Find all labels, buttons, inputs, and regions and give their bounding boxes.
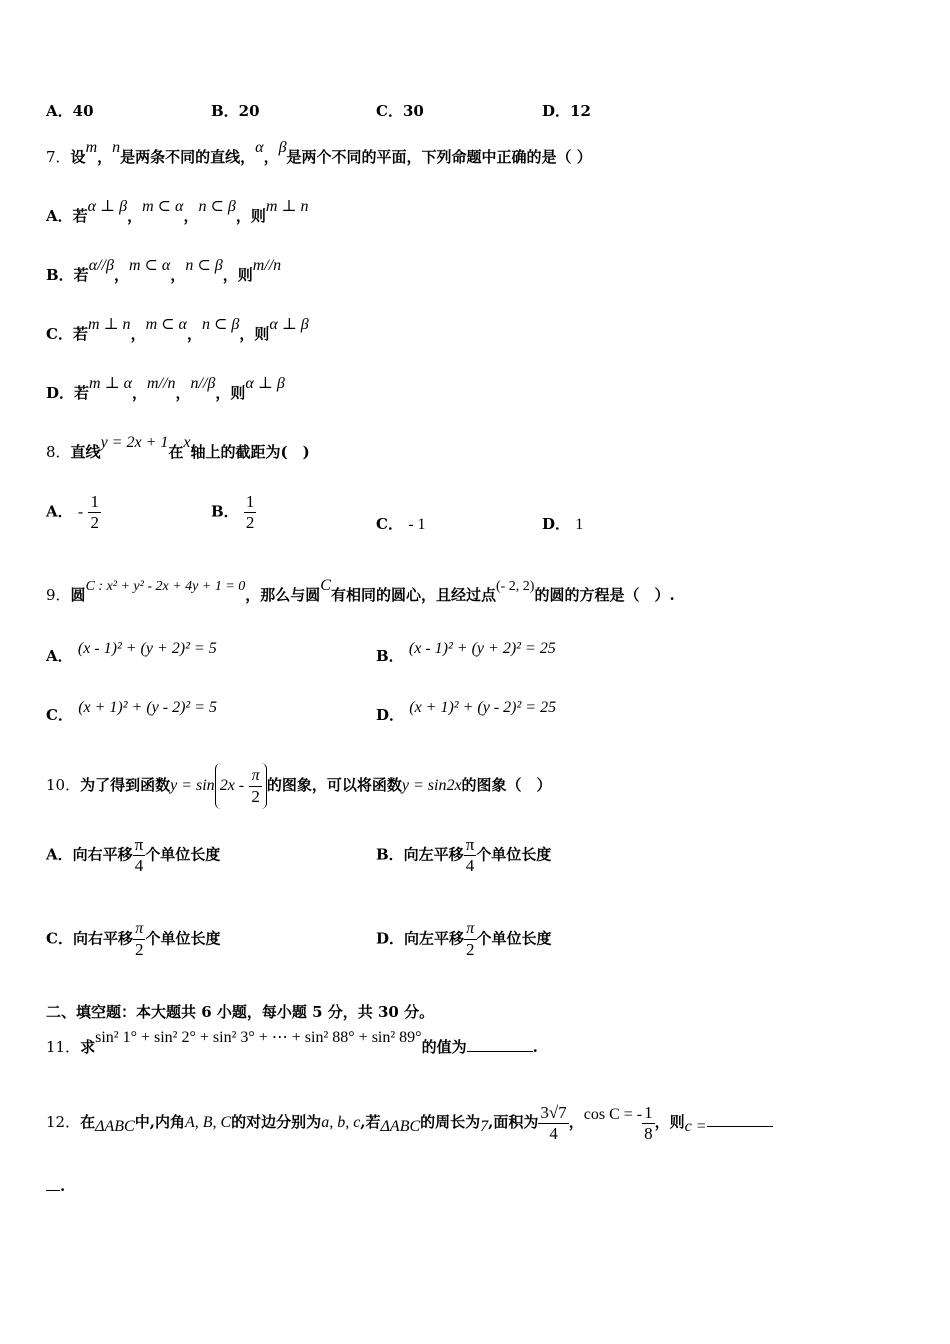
- q6-option-d: D．12: [542, 102, 591, 120]
- q7-stem: 7．设m，n是两条不同的直线，α，β是两个不同的平面，下列命题中正确的是（ ）: [46, 139, 592, 166]
- q12-stem: 12．在ΔABC中,内角A, B, C的对边分别为a, b, c,若ΔABC的周长为7,面积为 $\frac{3√7}{4}$ ，cos C = - $\frac{1}{8}$ ，则c =: [46, 1100, 773, 1145]
- q8-option-a: A． - $\frac{1}{2}$: [46, 492, 99, 532]
- q12-continuation: .: [46, 1175, 65, 1197]
- q10-number: 10．: [46, 776, 81, 794]
- q11-stem: 11．求sin² 1° + sin² 2° + sin² 3° + ⋯ + sin² 88° + sin² 89°的值为 .: [46, 1029, 538, 1056]
- q7-option-a: A．若α ⊥ β，m ⊂ α，n ⊂ β，则m ⊥ n: [46, 198, 309, 225]
- q9-number: 9．: [46, 586, 71, 604]
- q12-number: 12．: [46, 1113, 81, 1131]
- q10-option-a: A．向右平移 $\frac{\pi}{4}$ 个单位长度: [46, 835, 221, 875]
- q6-option-a: A．40: [46, 102, 94, 120]
- section-heading: 二、填空题：本大题共 6 小题，每小题 5 分，共 30 分。: [46, 1003, 435, 1021]
- q7-option-d: D．若m ⊥ α，m//n，n//β，则α ⊥ β: [46, 375, 285, 402]
- q12-answer-blank: [707, 1126, 773, 1127]
- q10-stem: 10．为了得到函数y = sin 2x - $\frac{\pi}{2}$ 的图象，可以将函数y = sin2x的图象（ ）: [46, 760, 552, 811]
- q7-option-b: B．若α//β，m ⊂ α，n ⊂ β，则m//n: [46, 257, 282, 284]
- q8-stem: 8．直线y = 2x + 1在x轴上的截距为( ): [46, 434, 310, 461]
- q8-option-d: D． 1: [542, 515, 584, 533]
- q7-number: 7．: [46, 148, 71, 166]
- q6-option-c: C．30: [376, 102, 424, 120]
- q6-option-b: B．20: [211, 102, 260, 120]
- q11-number: 11．: [46, 1038, 81, 1056]
- q8-option-b: B． $\frac{1}{2}$: [211, 492, 255, 532]
- q10-option-b: B．向左平移 $\frac{\pi}{4}$ 个单位长度: [376, 835, 552, 875]
- q7-option-c: C．若m ⊥ n，m ⊂ α，n ⊂ β，则α ⊥ β: [46, 316, 309, 343]
- q10-option-c: C．向右平移 $\frac{\pi}{2}$ 个单位长度: [46, 920, 221, 959]
- q9-option-d: D． (x + 1)² + (y - 2)² = 25: [376, 699, 557, 724]
- q9-option-a: A． (x - 1)² + (y + 2)² = 5: [46, 640, 217, 665]
- q8-option-c: C． - 1: [376, 515, 426, 533]
- q9-stem: 9．圆C : x² + y² - 2x + 4y + 1 = 0，那么与圆C有相同的圆心，且经过点(- 2, 2)的圆的方程是（ ）.: [46, 577, 675, 604]
- q8-number: 8．: [46, 443, 71, 461]
- q9-option-b: B． (x - 1)² + (y + 2)² = 25: [376, 640, 556, 665]
- q11-answer-blank: [467, 1051, 533, 1052]
- q9-option-c: C． (x + 1)² + (y - 2)² = 5: [46, 699, 218, 724]
- q10-option-d: D．向左平移 $\frac{\pi}{2}$ 个单位长度: [376, 920, 552, 959]
